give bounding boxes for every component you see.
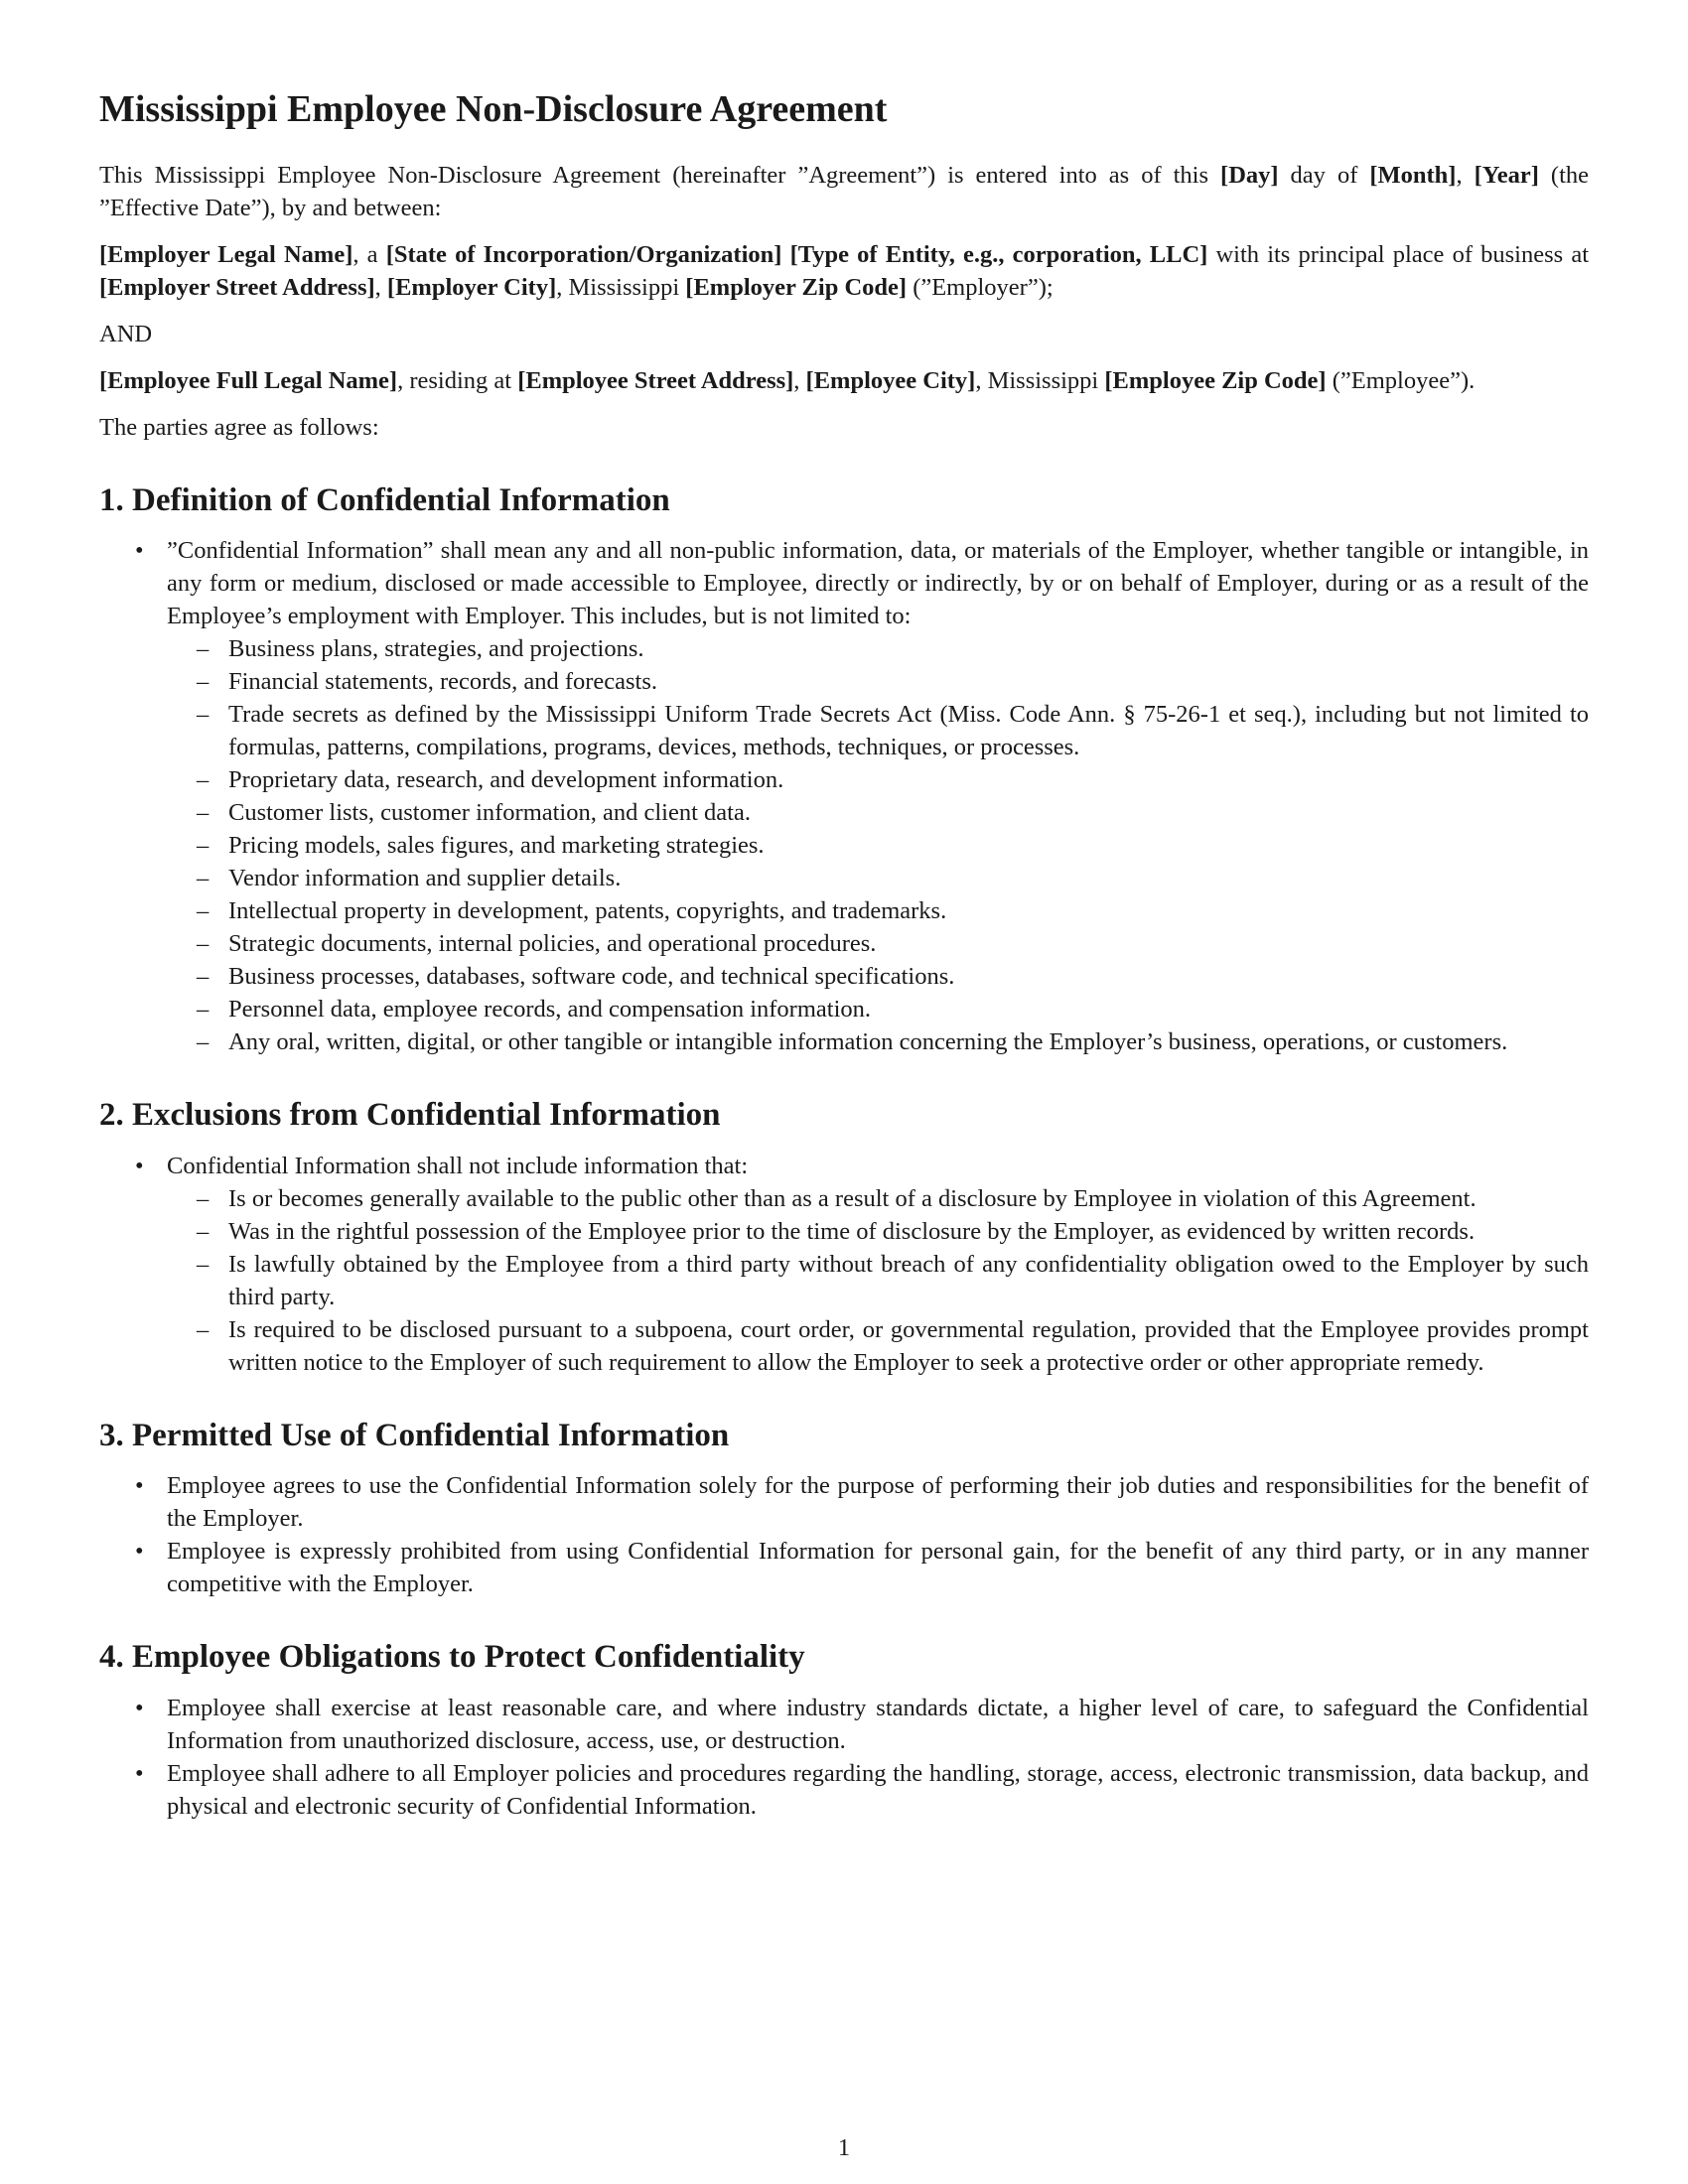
sub-list-item: – Pricing models, sales figures, and marketing strategies. (167, 829, 1589, 862)
dash-icon: – (197, 1217, 210, 1245)
list-item: • Employee shall exercise at least reasonable care, and where industry standards dictate, a higher level of care, to safeguard the Confidential Information from unauthorized disclosure, access, use, or destruction. (99, 1692, 1589, 1757)
bullet-icon: • (135, 1538, 144, 1566)
sub-list-item: – Vendor information and supplier details. (167, 862, 1589, 894)
dash-icon: – (197, 963, 210, 991)
section-heading: 4. Employee Obligations to Protect Confidentiality (99, 1639, 805, 1676)
dash-icon: – (197, 1250, 210, 1278)
dash-icon: – (197, 1184, 210, 1212)
sub-list (167, 1182, 1589, 1379)
list-item: • ”Confidential Information” shall mean any and all non-public information, data, or materials of the Employer, whether tangible or intangible, in any form or medium, disclosed or made accessible to Employee, directly or indirectly, by or on behalf of Employer, during or as a result of the Employee’s employment with Employer. This includes, but is not limited to: – Business plans, strategies, and projections. – Financial statements, records, and forecasts. – Trade secrets as defined by the Mississippi Uniform Trade Secrets Act (Miss. Code Ann. § 75-26-1 et seq.), including but not limited to formulas, patterns, compilations, programs, devices, methods, techniques, or processes. – Proprietary data, research, and development information. – Customer lists, customer information, and client data. – Pricing models, sales figures, and marketing strategies. – Vendor information and supplier details. – Intellectual property in development, patents, copyrights, and trademarks. – Strategic documents, internal policies, and operational procedures. – Business processes, databases, software code, and technical specifications. – Personnel data, employee records, and compensation information. – Any oral, written, digital, or other tangible or intangible information concerning the Employer’s business, operations, or customers. (99, 534, 1589, 1058)
dash-icon: – (197, 701, 210, 729)
month-placeholder: [Month] (1369, 161, 1457, 189)
sub-list-item: – Customer lists, customer information, and client data. (167, 796, 1589, 829)
employee-zip-placeholder: [Employee Zip Code] (1104, 366, 1327, 394)
dash-icon: – (197, 799, 210, 827)
employer-name-placeholder: [Employer Legal Name] (99, 240, 353, 268)
bullet-icon: • (135, 1152, 144, 1179)
sub-list-item: – Strategic documents, internal policies, and operational procedures. (167, 927, 1589, 960)
bullet-icon: • (135, 1694, 144, 1721)
dash-icon: – (197, 766, 210, 794)
sub-list-item: – Is lawfully obtained by the Employee from a third party without breach of any confidentiality obligation owed to the Employer by such third party. (167, 1248, 1589, 1313)
employee-paragraph: [Employee Full Legal Name], residing at [Employee Street Address], [Employee City], Mississippi [Employee Zip Code] (”Employee”). (99, 366, 1476, 394)
agree-text: The parties agree as follows: (99, 413, 379, 441)
employer-city-placeholder: [Employer City] (386, 273, 557, 301)
dash-icon: – (197, 930, 210, 958)
list-item: • Employee shall adhere to all Employer policies and procedures regarding the handling, storage, access, electronic transmission, data backup, and physical and electronic security of Confidential Information. (99, 1757, 1589, 1823)
dash-icon: – (197, 897, 210, 925)
sub-list-item: – Personnel data, employee records, and compensation information. (167, 993, 1589, 1025)
section-heading: 2. Exclusions from Confidential Information (99, 1097, 721, 1134)
section-heading: 3. Permitted Use of Confidential Information (99, 1417, 730, 1453)
dash-icon: – (197, 996, 210, 1024)
sub-list (167, 632, 1589, 1058)
sub-list-item: – Proprietary data, research, and development information. (167, 763, 1589, 796)
dash-icon: – (197, 865, 210, 892)
sub-list-item: – Is required to be disclosed pursuant to a subpoena, court order, or governmental regulation, provided that the Employee provides prompt written notice to the Employer of such requirement to allow the Employer to seek a protective order or other appropriate remedy. (167, 1313, 1589, 1379)
sub-list-item: – Was in the rightful possession of the Employee prior to the time of disclosure by the Employer, as evidenced by written records. (167, 1215, 1589, 1248)
bullet-list (99, 1150, 1589, 1379)
list-item: • Employee is expressly prohibited from using Confidential Information for personal gain, for the benefit of any third party, or in any manner competitive with the Employer. (99, 1535, 1589, 1600)
list-item: • Employee agrees to use the Confidential Information solely for the purpose of performing their job duties and responsibilities for the benefit of the Employer. (99, 1469, 1589, 1535)
sub-list-item: – Trade secrets as defined by the Mississippi Uniform Trade Secrets Act (Miss. Code Ann. § 75-26-1 et seq.), including but not limited to formulas, patterns, compilations, programs, devices, methods, techniques, or processes. (167, 698, 1589, 763)
document-title: Mississippi Employee Non-Disclosure Agreement (99, 88, 888, 130)
year-placeholder: [Year] (1474, 161, 1539, 189)
list-item: • Confidential Information shall not include information that: – Is or becomes generally available to the public other than as a result of a disclosure by Employee in violation of this Agreement. – Was in the rightful possession of the Employee prior to the time of disclosure by the Employer, as evidenced by written records. – Is lawfully obtained by the Employee from a third party without breach of any confidentiality obligation owed to the Employer by such third party. – Is required to be disclosed pursuant to a subpoena, court order, or governmental regulation, provided that the Employee provides prompt written notice to the Employer of such requirement to allow the Employer to seek a protective order or other appropriate remedy. (99, 1150, 1589, 1379)
employer-entity-placeholder: [Type of Entity, e.g., corporation, LLC] (789, 240, 1208, 268)
bullet-list (99, 1469, 1589, 1600)
employee-city-placeholder: [Employee City] (805, 366, 976, 394)
employer-zip-placeholder: [Employer Zip Code] (685, 273, 908, 301)
sub-list-item: – Business plans, strategies, and projections. (167, 632, 1589, 665)
bullet-icon: • (135, 537, 144, 565)
intro-paragraph: This Mississippi Employee Non-Disclosure Agreement (hereinafter ”Agreement”) is entered into as of this [Day] day of [Month], [Year] (the ”Effective Date”), by and between: (99, 161, 1590, 221)
sub-list-item: – Intellectual property in development, patents, copyrights, and trademarks. (167, 894, 1589, 927)
dash-icon: – (197, 1028, 210, 1056)
page-number: 1 (837, 2134, 851, 2161)
bullet-icon: • (135, 1759, 144, 1787)
employee-street-placeholder: [Employee Street Address] (517, 366, 794, 394)
dash-icon: – (197, 832, 210, 860)
sub-list-item: – Financial statements, records, and forecasts. (167, 665, 1589, 698)
employer-street-placeholder: [Employer Street Address] (99, 273, 375, 301)
and-text: AND (99, 320, 153, 347)
section-heading: 1. Definition of Confidential Information (99, 481, 670, 518)
dash-icon: – (197, 635, 210, 663)
bullet-list (99, 1692, 1589, 1823)
dash-icon: – (197, 1315, 210, 1343)
employer-state-placeholder: [State of Incorporation/Organization] (385, 240, 782, 268)
dash-icon: – (197, 668, 210, 696)
bullet-icon: • (135, 1472, 144, 1500)
sub-list-item: – Is or becomes generally available to the public other than as a result of a disclosure by Employee in violation of this Agreement. (167, 1182, 1589, 1215)
sub-list-item: – Any oral, written, digital, or other tangible or intangible information concerning the Employer’s business, operations, or customers. (167, 1025, 1589, 1058)
employer-paragraph: [Employer Legal Name], a [State of Incorporation/Organization] [Type of Entity, e.g., corporation, LLC] with its principal place of business at [Employer Street Address], [Employer City], Mississippi [Employer Zip Code] (”Employer”); (99, 240, 1589, 301)
bullet-list (99, 534, 1589, 1058)
day-placeholder: [Day] (1220, 161, 1279, 189)
sub-list-item: – Business processes, databases, software code, and technical specifications. (167, 960, 1589, 993)
employee-name-placeholder: [Employee Full Legal Name] (99, 366, 398, 394)
